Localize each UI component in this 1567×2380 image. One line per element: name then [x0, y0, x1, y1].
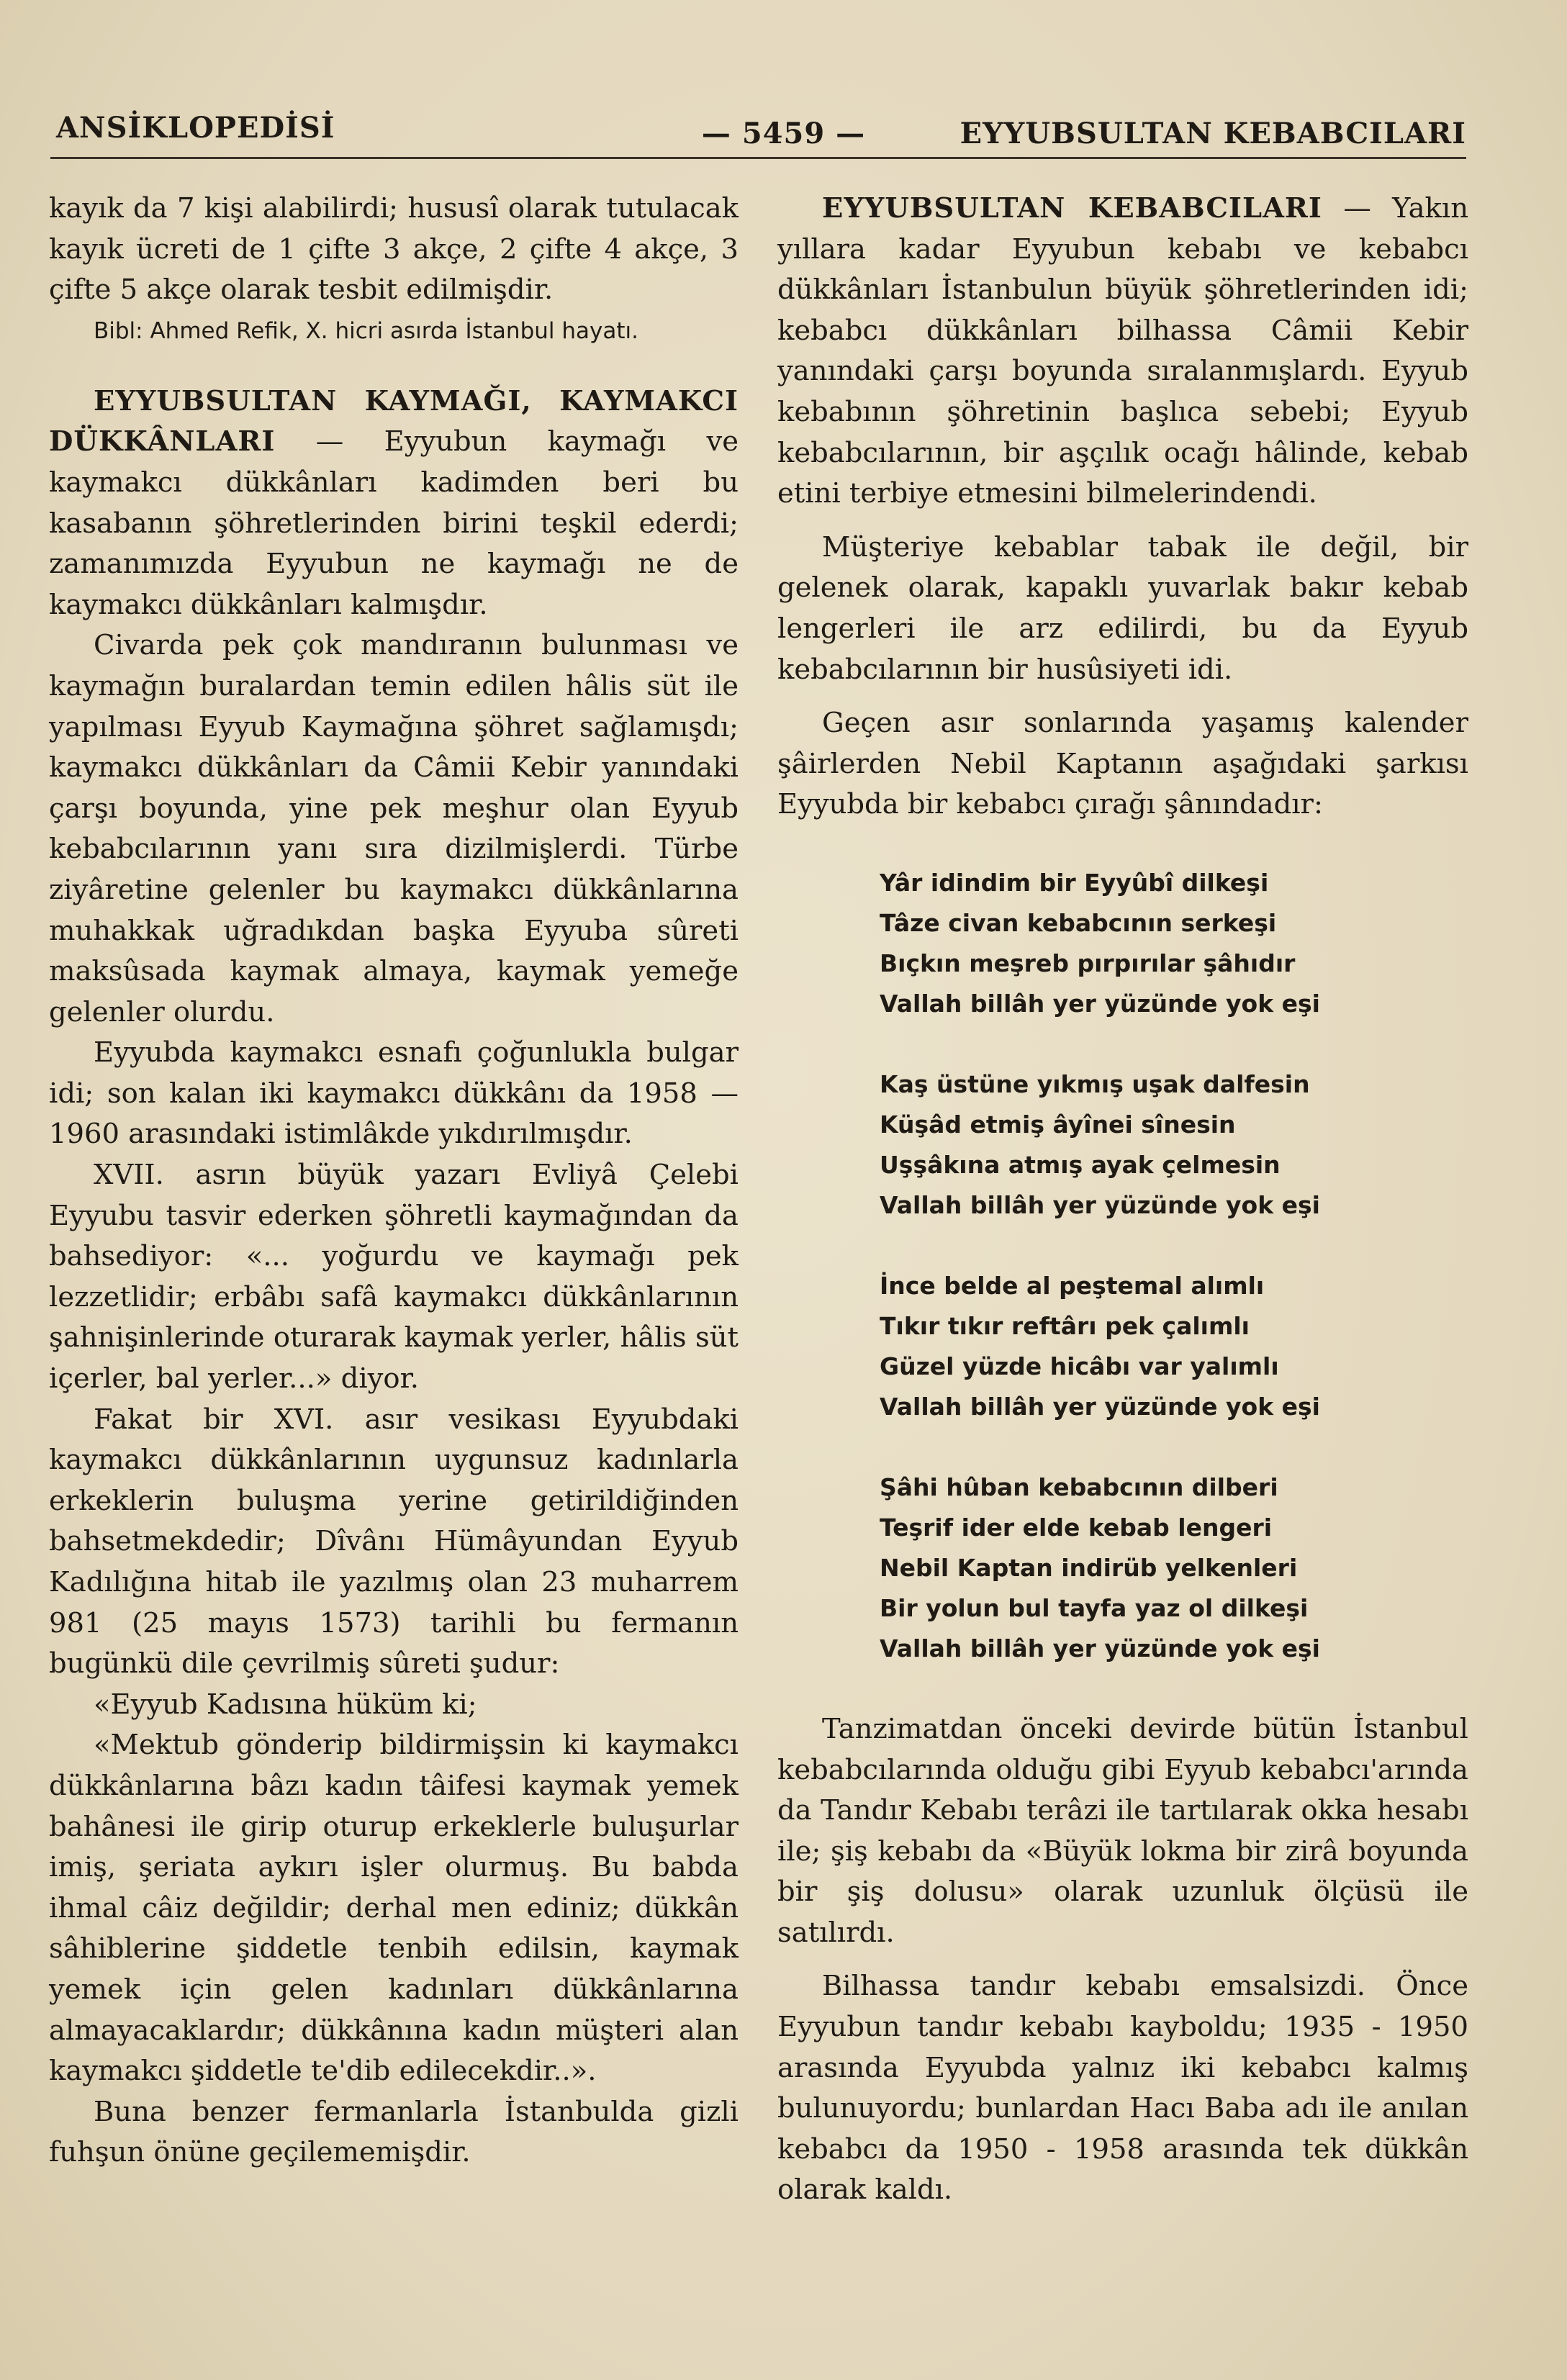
page-header — [50, 101, 1517, 166]
poem-stanza — [880, 863, 1468, 1024]
poem-line: Bir yolun bul tayfa yaz ol dilkeşi — [880, 1593, 1309, 1622]
entry-title-kaymak: EYYUBSULTAN KAYMAĞI, KAYMAKCI DÜKKÂNLARI — [49, 384, 739, 458]
poem-line: Vallah billâh yer yüzünde yok eşi — [880, 1392, 1320, 1421]
page-number: — 5459 — — [701, 117, 866, 150]
poem-line: Uşşâkına atmış ayak çelmesin — [880, 1150, 1281, 1179]
header-rule — [50, 157, 1466, 159]
paragraph-kayik: kayık da 7 kişi alabilirdi; hususî olarak tutulacak kayık ücreti de 1 çifte 3 akçe, 2 çifte 4 akçe, 3 çifte 5 akçe olarak tesbit edilmişdir. — [49, 192, 739, 307]
poem-line: Güzel yüzde hicâbı var yalımlı — [880, 1352, 1279, 1380]
poem-line: İnce belde al peştemal alımlı — [880, 1271, 1265, 1300]
right-column — [777, 189, 1468, 2211]
header-left: ANSİKLOPEDİSİ — [56, 111, 335, 145]
poem-line: Nebil Kaptan indirüb yelkenleri — [880, 1553, 1298, 1582]
poem-line: Vallah billâh yer yüzünde yok eşi — [880, 1190, 1320, 1219]
paragraph-musteri: Müşteriye kebablar tabak ile değil, bir gelenek olarak, kapaklı yuvarlak bakır kebab lengerleri ile arz edilirdi, bu da Eyyub kebabcılarının bir husûsiyeti idi. — [777, 530, 1468, 686]
paragraph-kaymak-intro — [49, 381, 739, 626]
poem-line: Yâr idindim bir Eyyûbî dilkeşi — [880, 868, 1269, 897]
poem-stanza — [880, 1266, 1468, 1427]
poem-line: Vallah billâh yer yüzünde yok eşi — [880, 1634, 1320, 1662]
kaymak-intro-text: — Eyyubun kaymağı ve kaymakcı dükkânları kadimden beri bu kasabanın şöhretlerinden birini teşkil ederdi; zamanımızda Eyyubun ne kaymağı ne de kaymakcı dükkânları kalmışdır. — [49, 425, 739, 621]
kebab-intro-text: — Yakın yıllara kadar Eyyubun kebabı ve kebabcı dükkânları İstanbulun büyük şöhretlerinden idi; kebabcı dükkânları bilhassa Câmii Kebir yanındaki çarşı boyunda sıralanmışlardı. Eyyub kebabının şöhretinin başlıca sebebi; Eyyub kebabcılarının, bir aşçılık ocağı hâlinde, kebab etini terbiye etmesini bilmelerindendi. — [777, 192, 1468, 510]
paragraph-mektub: «Mektub gönderip bildirmişsin ki kaymakcı dükkânlarına bâzı kadın tâifesi kaymak yemek bahânesi ile girip oturup erkeklerle buluşurlar imiş, şeriata aykırı işler olurmuş. Bu babda ihmal câiz değildir; derhal men ediniz; dükkân sâhiblerine şiddetle tenbih edilsin, kaymak yemek için gelen kadınları dükkânlarına almayacaklardır; dükkânına kadın müşteri alan kaymakcı şiddetle te'dib edilecekdir..». — [49, 1729, 739, 2088]
poem-stanza — [880, 1064, 1468, 1226]
paragraph-kebab-intro — [777, 189, 1468, 515]
poem-line: Tâze civan kebabcının serkeşi — [880, 908, 1277, 937]
paragraph-buna: Buna benzer fermanlarla İstanbulda gizli fuhşun önüne geçilememişdir. — [49, 2095, 739, 2169]
header-right: EYYUBSULTAN KEBABCILARI — [959, 117, 1466, 150]
poem-stanza — [880, 1467, 1468, 1669]
poem-line: Teşrif ider elde kebab lengeri — [880, 1513, 1273, 1542]
paragraph-tanzimat: Tanzimatdan önceki devirde bütün İstanbul kebabcılarında olduğu gibi Eyyub kebabcı'arında da Tandır Kebabı terâzi ile tartılarak okka hesabı ile; şiş kebabı da «Büyük lokma bir zirâ boyunda bir şiş dolusu» olarak uzunluk ölçüsü ile satılırdı. — [777, 1712, 1468, 1949]
paragraph-evliya: XVII. asrın büyük yazarı Evliyâ Çelebi Eyyubu tasvir ederken şöhretli kaymağından da bahsediyor: «... yoğurdu ve kaymağı pek lezzetlidir; erbâbı safâ kaymakcı dükkânlarının şahnişinlerinde oturarak kaymak yerler, hâlis süt içerler, bal yerler...» diyor. — [49, 1159, 739, 1395]
bibliography: Bibl: Ahmed Refik, X. hicri asırda İstanbul hayatı. — [94, 317, 638, 344]
left-column — [49, 189, 739, 2173]
poem-line: Kaş üstüne yıkmış uşak dalfesin — [880, 1069, 1310, 1098]
paragraph-bilhassa: Bilhassa tandır kebabı emsalsizdi. Önce Eyyubun tandır kebabı kayboldu; 1935 - 1950 arasında Eyyubda yalnız iki kebabcı kalmış bulunuyordu; bunlardan Hacı Baba adı ile anılan kebabcı da 1950 - 1958 arasında tek dükkân olarak kaldı. — [777, 1970, 1468, 2207]
poem-line: Küşâd etmiş âyînei sînesin — [880, 1110, 1236, 1139]
paragraph-ferman: Fakat bir XVI. asır vesikası Eyyubdaki kaymakcı dükkânlarının uygunsuz kadınlarla erkeklerin buluşma yerine getirildiğinden bahsetmekdedir; Dîvânı Hümâyundan Eyyub Kadılığına hitab ile yazılmış olan 23 muharrem 981 (25 mayıs 1573) tarihli bu fermanın bugünkü dile çevrilmiş sûreti şudur: — [49, 1403, 739, 1680]
paragraph-gecen: Geçen asır sonlarında yaşamış kalender şâirlerden Nebil Kaptanın aşağıdaki şarkısı Eyyubda bir kebabcı çırağı şânındadır: — [777, 707, 1468, 821]
entry-title-kebab: EYYUBSULTAN KEBABCILARI — [822, 192, 1322, 225]
poem-line: Tıkır tıkır reftârı pek çalımlı — [880, 1311, 1250, 1340]
poem-line: Şâhi hûban kebabcının dilberi — [880, 1472, 1278, 1501]
paragraph-esnaf: Eyyubda kaymakcı esnafı çoğunlukla bulgar idi; son kalan iki kaymakcı dükkânı da 1958 — 1960 arasındaki istimlâkde yıkdırılmışdır. — [49, 1036, 739, 1151]
poem — [880, 863, 1468, 1669]
poem-line: Bıçkın meşreb pırpırılar şâhıdır — [880, 949, 1296, 977]
paragraph-civarda: Civarda pek çok mandıranın bulunması ve kaymağın buralardan temin edilen hâlis süt ile yapılması Eyyub Kaymağına şöhret sağlamışdı; kaymakcı dükkânları da Câmii Kebir yanındaki çarşı boyunda, yine pek meşhur olan Eyyub kebabcılarının yanı sıra dizilmişlerdi. Türbe ziyâretine gelenler bu kaymakcı dükkânlarına muhakkak uğradıkdan başka Eyyuba sûreti maksûsada kaymak almaya, kaymak yemeğe gelenler olurdu. — [49, 629, 739, 1028]
poem-line: Vallah billâh yer yüzünde yok eşi — [880, 989, 1320, 1018]
paragraph-hukum: «Eyyub Kadısına hüküm ki; — [94, 1688, 477, 1721]
